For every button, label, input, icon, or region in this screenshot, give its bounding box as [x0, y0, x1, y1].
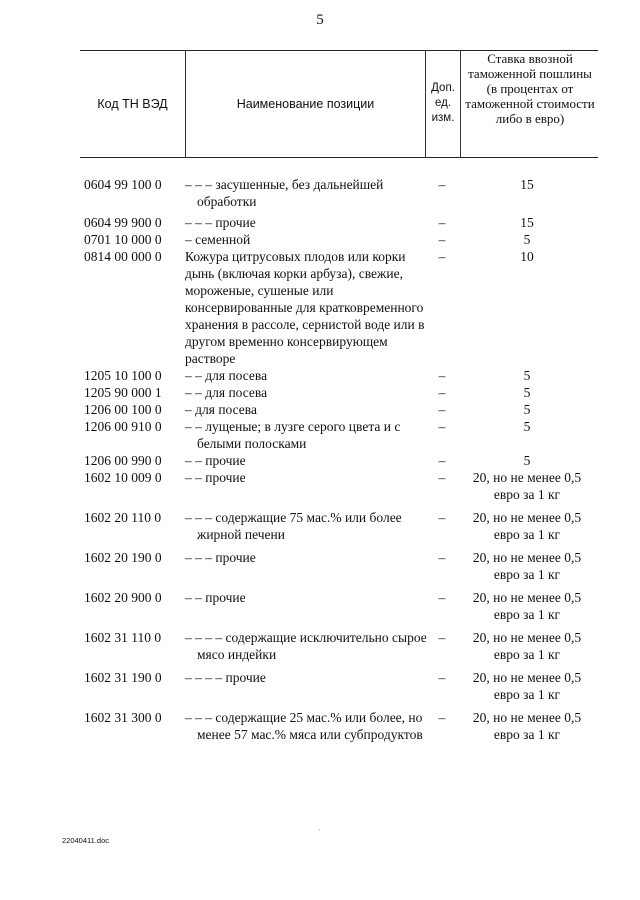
table-row	[0, 384, 640, 401]
row-name: – – – – содержащие исключительно сырое мясо индейки	[185, 630, 427, 662]
row-code: 1602 20 900 0	[84, 590, 162, 605]
row-unit: –	[438, 710, 446, 725]
row-unit: –	[438, 419, 446, 434]
row-unit: –	[438, 249, 446, 264]
column-divider	[460, 51, 461, 157]
row-name: – – – засушенные, без дальнейшей обработки	[185, 177, 384, 209]
header-name: Наименование позиции	[236, 97, 375, 111]
page-number: 5	[316, 12, 324, 28]
row-rate: 20, но не менее 0,5 евро за 1 кг	[472, 590, 582, 622]
table-row	[0, 469, 640, 509]
row-rate: 5	[523, 419, 531, 434]
row-unit: –	[438, 510, 446, 525]
table-header	[80, 50, 598, 158]
table-row	[0, 709, 640, 743]
row-name: – – – прочие	[185, 215, 256, 230]
row-name: – – – содержащие 75 мас.% или более жирной печени	[185, 510, 402, 542]
file-name-footer: 22040411.doc	[62, 836, 109, 845]
table-body	[0, 176, 640, 743]
row-name: – – – – прочие	[185, 670, 266, 685]
row-code: 1602 31 300 0	[84, 710, 162, 725]
row-rate: 15	[520, 177, 534, 192]
row-unit: –	[438, 670, 446, 685]
row-unit: –	[438, 550, 446, 565]
row-name: – – для посева	[185, 368, 268, 383]
row-name: – – – содержащие 25 мас.% или более, но менее 57 мас.% мяса или субпродуктов	[185, 710, 423, 742]
table-row	[0, 248, 640, 367]
header-code: Код ТН ВЭД	[97, 97, 168, 111]
row-rate: 5	[523, 402, 531, 417]
row-code: 1206 00 990 0	[84, 453, 162, 468]
row-code: 1602 31 190 0	[84, 670, 162, 685]
row-code: 1602 31 110 0	[84, 630, 162, 645]
row-unit: –	[438, 232, 446, 247]
row-code: 0814 00 000 0	[84, 249, 162, 264]
row-code: 1206 00 100 0	[84, 402, 162, 417]
row-rate: 20, но не менее 0,5 евро за 1 кг	[472, 550, 582, 582]
table-row	[0, 509, 640, 549]
row-unit: –	[438, 453, 446, 468]
row-name: – – прочие	[185, 453, 246, 468]
table-row	[0, 176, 640, 210]
header-rate: Ставка ввозной таможенной пошлины (в процентах от таможенной стоимости либо в евро)	[465, 51, 595, 126]
row-code: 1206 00 910 0	[84, 419, 162, 434]
table-row	[0, 669, 640, 709]
row-name: – семенной	[185, 232, 251, 247]
row-rate: 5	[523, 385, 531, 400]
row-code: 1602 10 009 0	[84, 470, 162, 485]
row-name: – – прочие	[185, 590, 246, 605]
row-unit: –	[438, 215, 446, 230]
table-row	[0, 549, 640, 589]
header-unit: Доп. ед. изм.	[431, 82, 455, 124]
row-code: 1205 90 000 1	[84, 385, 162, 400]
table-row	[0, 629, 640, 669]
row-unit: –	[438, 630, 446, 645]
row-rate: 5	[523, 453, 531, 468]
row-rate: 15	[520, 215, 534, 230]
scan-dot: ·	[318, 826, 321, 835]
row-unit: –	[438, 470, 446, 485]
row-rate: 20, но не менее 0,5 евро за 1 кг	[472, 630, 582, 662]
row-name: – – – прочие	[185, 550, 256, 565]
table-row	[0, 231, 640, 248]
row-name: – – лущеные; в лузге серого цвета и с белыми полосками	[185, 419, 401, 451]
row-unit: –	[438, 402, 446, 417]
row-unit: –	[438, 177, 446, 192]
row-rate: 20, но не менее 0,5 евро за 1 кг	[472, 470, 582, 502]
row-code: 0604 99 100 0	[84, 177, 162, 192]
row-unit: –	[438, 590, 446, 605]
row-rate: 20, но не менее 0,5 евро за 1 кг	[472, 510, 582, 542]
row-unit: –	[438, 385, 446, 400]
row-rate: 20, но не менее 0,5 евро за 1 кг	[472, 710, 582, 742]
row-code: 1602 20 190 0	[84, 550, 162, 565]
row-code: 0604 99 900 0	[84, 215, 162, 230]
table-row	[0, 452, 640, 469]
row-unit: –	[438, 368, 446, 383]
row-rate: 20, но не менее 0,5 евро за 1 кг	[472, 670, 582, 702]
row-code: 1205 10 100 0	[84, 368, 162, 383]
row-name: – – прочие	[185, 470, 246, 485]
row-rate: 5	[523, 232, 531, 247]
row-code: 1602 20 110 0	[84, 510, 162, 525]
table-row	[0, 214, 640, 231]
row-name: Кожура цитрусовых плодов или корки дынь (включая корки арбуза), свежие, мороженые, сушеные или консервированные для кратковременного хранения в рассоле, сернистой воде или в другом временно консервирующем растворе	[185, 249, 425, 366]
table-row	[0, 401, 640, 418]
row-name: – – для посева	[185, 385, 268, 400]
row-rate: 10	[520, 249, 534, 264]
table-row	[0, 418, 640, 452]
table-row	[0, 367, 640, 384]
table-row	[0, 589, 640, 629]
row-name: – для посева	[185, 402, 257, 417]
row-code: 0701 10 000 0	[84, 232, 162, 247]
row-rate: 5	[523, 368, 531, 383]
